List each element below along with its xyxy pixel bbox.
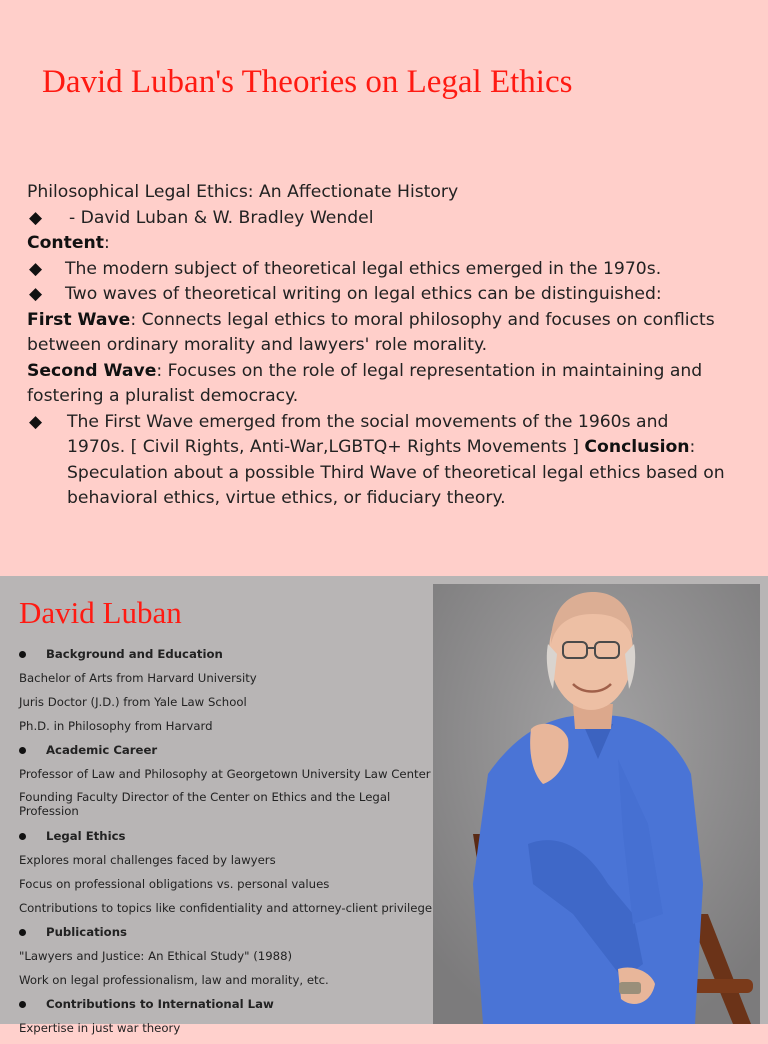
bullet-text: The modern subject of theoretical legal ethics emerged in the 1970s. xyxy=(65,258,662,279)
portrait-photo xyxy=(433,584,760,1024)
first-wave-text: : Connects legal ethics to moral philosophy and focuses on conflicts between ordinary morality and lawyers' role morality. xyxy=(27,309,715,355)
section-heading: Academic Career xyxy=(19,742,424,766)
list-item: Juris Doctor (J.D.) from Yale Law School xyxy=(19,695,247,709)
bullet-row xyxy=(27,410,727,512)
list-item: Work on legal professionalism, law and morality, etc. xyxy=(19,973,329,987)
second-wave-text: : Focuses on the role of legal representation in maintaining and fostering a pluralist democracy. xyxy=(27,360,703,406)
content-colon: : xyxy=(103,233,110,253)
diamond-bullet-icon: ◆ xyxy=(29,411,43,432)
first-wave-label: First Wave xyxy=(27,309,131,330)
slide-2 xyxy=(0,576,768,1035)
profile-list xyxy=(19,646,433,1044)
list-item: Expertise in just war theory xyxy=(19,1021,181,1035)
bullet-text: The First Wave emerged from the social movements of the 1960s and 1970s. [ Civil Rights, Anti-War,LGBTQ+ Rights Movements ] xyxy=(67,411,669,457)
profile-name: David Luban xyxy=(19,595,182,630)
content-label-row xyxy=(27,231,727,257)
list-item: Founding Faculty Director of the Center on Ethics and the Legal Profession xyxy=(19,790,391,818)
round-bullet-icon xyxy=(19,747,26,754)
list-item: Ph.D. in Philosophy from Harvard xyxy=(19,719,213,733)
slide-body xyxy=(27,180,727,512)
bullet-row xyxy=(27,257,727,283)
bullet-text: Two waves of theoretical writing on legal ethics can be distinguished: xyxy=(65,284,662,304)
list-item: "Lawyers and Justice: An Ethical Study" (1988) xyxy=(19,949,293,963)
list-item: Professor of Law and Philosophy at Georgetown University Law Center xyxy=(19,767,431,781)
round-bullet-icon xyxy=(19,1001,26,1008)
round-bullet-icon xyxy=(19,651,26,658)
list-item: Contributions to topics like confidentiality and attorney-client privilege xyxy=(19,901,433,915)
slide-title: David Luban's Theories on Legal Ethics xyxy=(42,64,573,100)
source-title: Philosophical Legal Ethics: An Affectionate History xyxy=(27,182,459,202)
content-label: Content xyxy=(27,233,104,253)
round-bullet-icon xyxy=(19,929,26,936)
authors: - David Luban & W. Bradley Wendel xyxy=(69,207,374,228)
first-wave-paragraph xyxy=(27,308,727,359)
second-wave-paragraph xyxy=(27,359,727,410)
list-item: Bachelor of Arts from Harvard University xyxy=(19,671,257,685)
round-bullet-icon xyxy=(19,833,26,840)
diamond-bullet-icon: ◆ xyxy=(29,207,43,228)
section-heading: Publications xyxy=(19,924,424,948)
conclusion-label: Conclusion xyxy=(584,437,690,457)
diamond-bullet-icon: ◆ xyxy=(29,284,43,304)
list-item: Focus on professional obligations vs. personal values xyxy=(19,877,330,891)
section-heading: Contributions to International Law xyxy=(19,996,424,1020)
authors-row xyxy=(27,206,727,232)
bullet-row xyxy=(27,282,727,308)
list-item: Explores moral challenges faced by lawyers xyxy=(19,853,276,867)
second-wave-label: Second Wave xyxy=(27,360,157,381)
section-heading: Background and Education xyxy=(19,646,424,670)
portrait-illustration xyxy=(433,584,760,1024)
conclusion-text: : Speculation about a possible Third Wave of theoretical legal ethics based on behavioral ethics, virtue ethics, or fiduciary theory. xyxy=(67,437,725,508)
diamond-bullet-icon: ◆ xyxy=(29,258,43,279)
section-heading: Legal Ethics xyxy=(19,828,424,852)
